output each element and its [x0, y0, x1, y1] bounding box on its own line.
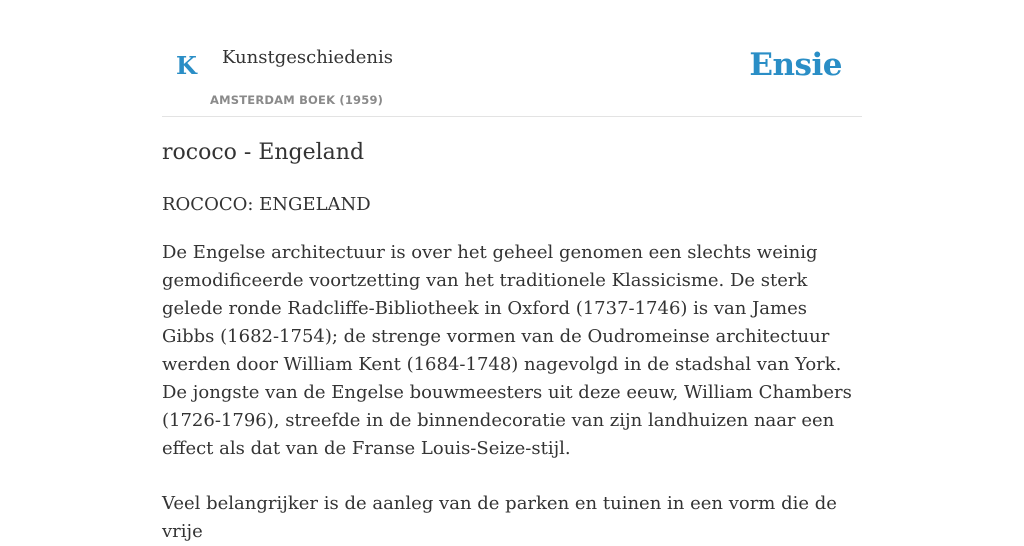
ensie-logo[interactable]: Ensie: [749, 47, 842, 83]
category-link[interactable]: Kunstgeschiedenis: [222, 47, 393, 68]
article-title: rococo - Engeland: [162, 140, 365, 165]
source-label[interactable]: AMSTERDAM BOEK (1959): [210, 93, 384, 107]
article-subheading: ROCOCO: ENGELAND: [162, 194, 371, 215]
article-paragraph: Veel belangrijker is de aanleg van de parken en tuinen in een vorm die de vrije: [162, 493, 837, 542]
header: [162, 0, 862, 117]
article-container: [162, 0, 862, 542]
article-paragraph: De Engelse architectuur is over het geheel genomen een slechts weinig gemodificeerde voortzetting van het traditionele Klassicisme. De sterk gelede ronde Radcliffe-Bibliotheek in Oxford (1737-1746) is van James Gibbs (1682-1754); de strenge vormen van de Oudromeinse architectuur werden door William Kent (1684-1748) nagevolgd in de stadshal van York. De jongste van de Engelse bouwmeesters uit deze eeuw, William Chambers (1726-1796), streefde in de binnendecoratie van zijn landhuizen naar een effect als dat van de Franse Louis-Seize-stijl.: [162, 242, 852, 459]
category-logo[interactable]: K: [176, 51, 197, 80]
